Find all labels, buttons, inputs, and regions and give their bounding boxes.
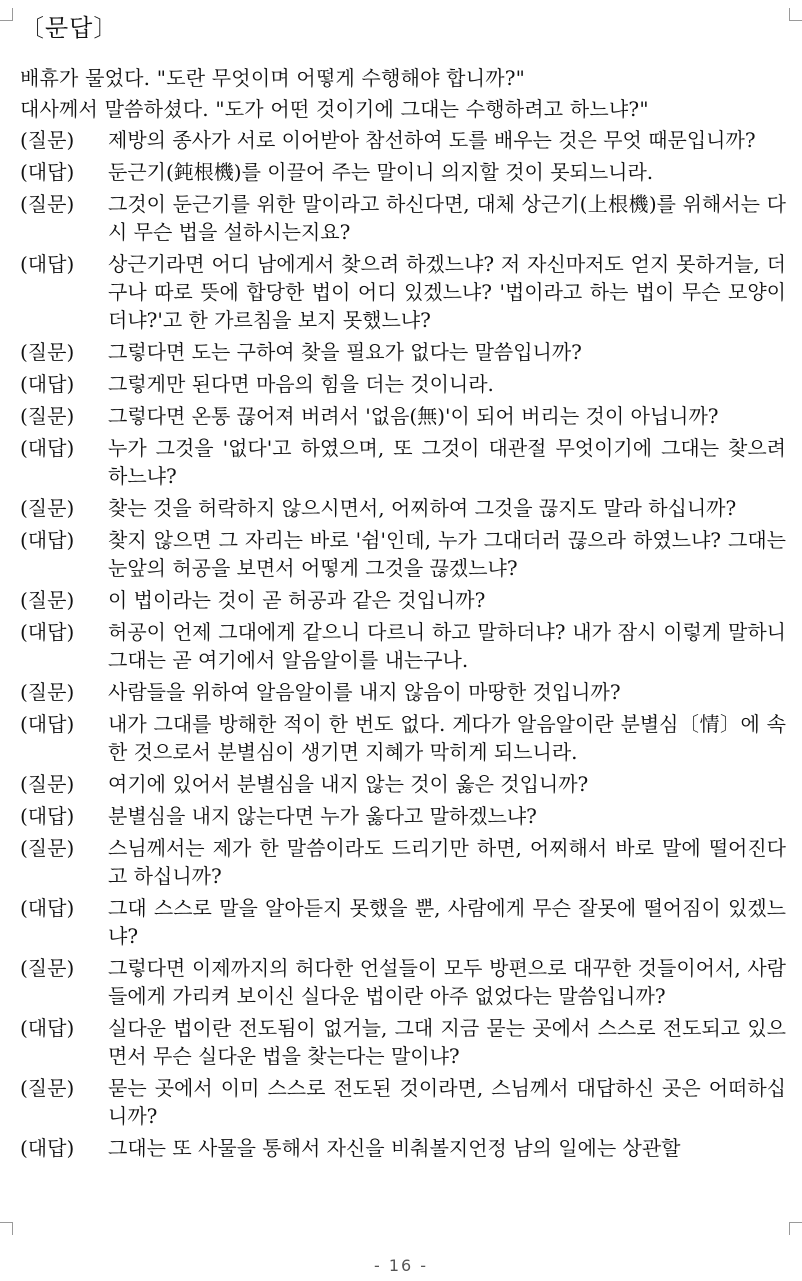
- speaker-label: (질문): [20, 496, 75, 520]
- dialogue-entry: [20, 1134, 786, 1162]
- dialogue-text: 찾는 것을 허락하지 않으시면서, 어찌하여 그것을 끊지도 말라 하십니까?: [108, 496, 737, 520]
- dialogue-entry: [20, 894, 786, 950]
- speaker-label: (질문): [20, 772, 75, 796]
- speaker-label: (질문): [20, 1076, 75, 1100]
- dialogue-entry: [20, 434, 786, 490]
- dialogue-text: 그렇다면 이제까지의 허다한 언설들이 모두 방편으로 대꾸한 것들이어서, 사람들에게 가리켜 보이신 실다운 법이란 아주 없었다는 말씀입니까?: [108, 956, 786, 1008]
- dialogue-entry: [20, 126, 786, 154]
- speaker-label: (대답): [20, 372, 75, 396]
- dialogue-entry: [20, 770, 786, 798]
- speaker-label: (질문): [20, 956, 75, 980]
- dialogue-entry: [20, 618, 786, 674]
- dialogue-entry: [20, 834, 786, 890]
- dialogue-entry: [20, 710, 786, 766]
- crop-mark-bottom-left: [0, 1222, 13, 1235]
- dialogue-text: 실다운 법이란 전도됨이 없거늘, 그대 지금 묻는 곳에서 스스로 전도되고 있으면서 무슨 실다운 법을 찾는다는 말이냐?: [108, 1016, 786, 1068]
- document-body: [20, 64, 786, 1166]
- dialogue-text: 스님께서는 제가 한 말씀이라도 드리기만 하면, 어찌해서 바로 말에 떨어진다고 하십니까?: [108, 836, 786, 888]
- dialogue-entry: [20, 802, 786, 830]
- dialogue-entry: [20, 954, 786, 1010]
- dialogue-text: 그대는 또 사물을 통해서 자신을 비춰볼지언정 남의 일에는 상관할: [108, 1136, 681, 1160]
- speaker-label: (대답): [20, 712, 75, 736]
- dialogue-entry: [20, 402, 786, 430]
- dialogue-entry: [20, 586, 786, 614]
- dialogue-entry: [20, 158, 786, 186]
- speaker-label: (대답): [20, 160, 75, 184]
- dialogue-text: 누가 그것을 '없다'고 하였으며, 또 그것이 대관절 무엇이기에 그대는 찾으려 하느냐?: [108, 436, 786, 488]
- dialogue-text: 이 법이라는 것이 곧 허공과 같은 것입니까?: [108, 588, 486, 612]
- crop-mark-top-left: [0, 8, 13, 21]
- section-heading: 〔문답〕: [20, 14, 119, 42]
- speaker-label: (대답): [20, 620, 75, 644]
- speaker-label: (대답): [20, 436, 75, 460]
- dialogue-entry: [20, 190, 786, 246]
- speaker-label: (질문): [20, 404, 75, 428]
- crop-mark-bottom-right: [789, 1222, 802, 1235]
- speaker-label: (대답): [20, 804, 75, 828]
- speaker-label: (대답): [20, 252, 75, 276]
- dialogue-entry: [20, 338, 786, 366]
- dialogue-entry: [20, 526, 786, 582]
- speaker-label: (대답): [20, 1136, 75, 1160]
- dialogue-text: 분별심을 내지 않는다면 누가 옳다고 말하겠느냐?: [108, 804, 537, 828]
- dialogue-entry: [20, 678, 786, 706]
- dialogue-text: 그렇게만 된다면 마음의 힘을 더는 것이니라.: [108, 372, 494, 396]
- dialogue-text: 여기에 있어서 분별심을 내지 않는 것이 옳은 것입니까?: [108, 772, 589, 796]
- crop-mark-top-right: [789, 8, 802, 21]
- speaker-label: (질문): [20, 340, 75, 364]
- dialogue-text: 내가 그대를 방해한 적이 한 번도 없다. 게다가 알음알이란 분별심〔情〕에 속한 것으로서 분별심이 생기면 지혜가 막히게 되느니라.: [108, 712, 786, 764]
- dialogue-text: 그것이 둔근기를 위한 말이라고 하신다면, 대체 상근기(上根機)를 위해서는 다시 무슨 법을 설하시는지요?: [108, 192, 786, 244]
- speaker-label: (대답): [20, 528, 75, 552]
- speaker-label: (질문): [20, 836, 75, 860]
- dialogue-text: 그대 스스로 말을 알아듣지 못했을 뿐, 사람에게 무슨 잘못에 떨어짐이 있겠느냐?: [108, 896, 786, 948]
- speaker-label: (대답): [20, 1016, 75, 1040]
- dialogue-text: 제방의 종사가 서로 이어받아 참선하여 도를 배우는 것은 무엇 때문입니까?: [108, 128, 756, 152]
- dialogue-list: [20, 126, 786, 1162]
- dialogue-text: 묻는 곳에서 이미 스스로 전도된 것이라면, 스님께서 대답하신 곳은 어떠하십니까?: [108, 1076, 786, 1128]
- dialogue-entry: [20, 1014, 786, 1070]
- dialogue-entry: [20, 250, 786, 334]
- speaker-label: (질문): [20, 588, 75, 612]
- intro-line: 배휴가 물었다. "도란 무엇이며 어떻게 수행해야 합니까?": [20, 66, 526, 90]
- speaker-label: (대답): [20, 896, 75, 920]
- speaker-label: (질문): [20, 192, 75, 216]
- dialogue-text: 그렇다면 온통 끊어져 버려서 '없음(無)'이 되어 버리는 것이 아닙니까?: [108, 404, 719, 428]
- speaker-label: (질문): [20, 128, 75, 152]
- intro-line: 대사께서 말씀하셨다. "도가 어떤 것이기에 그대는 수행하려고 하느냐?": [20, 97, 649, 121]
- dialogue-entry: [20, 494, 786, 522]
- dialogue-text: 그렇다면 도는 구하여 찾을 필요가 없다는 말씀입니까?: [108, 340, 582, 364]
- dialogue-text: 찾지 않으면 그 자리는 바로 '쉼'인데, 누가 그대더러 끊으라 하였느냐? 그대는 눈앞의 허공을 보면서 어떻게 그것을 끊겠느냐?: [108, 528, 786, 580]
- dialogue-text: 사람들을 위하여 알음알이를 내지 않음이 마땅한 것입니까?: [108, 680, 621, 704]
- dialogue-text: 상근기라면 어디 남에게서 찾으려 하겠느냐? 저 자신마저도 얻지 못하거늘, 더구나 따로 뜻에 합당한 법이 어디 있겠느냐? '법이라고 하는 법이 무슨 모양이더냐?'고 한 가르침을 보지 못했느냐?: [108, 252, 786, 332]
- page-number: - 16 -: [373, 1256, 429, 1275]
- dialogue-entry: [20, 1074, 786, 1130]
- speaker-label: (질문): [20, 680, 75, 704]
- dialogue-text: 둔근기(鈍根機)를 이끌어 주는 말이니 의지할 것이 못되느니라.: [108, 160, 654, 184]
- dialogue-text: 허공이 언제 그대에게 같으니 다르니 하고 말하더냐? 내가 잠시 이렇게 말하니 그대는 곧 여기에서 알음알이를 내는구나.: [108, 620, 786, 672]
- dialogue-entry: [20, 370, 786, 398]
